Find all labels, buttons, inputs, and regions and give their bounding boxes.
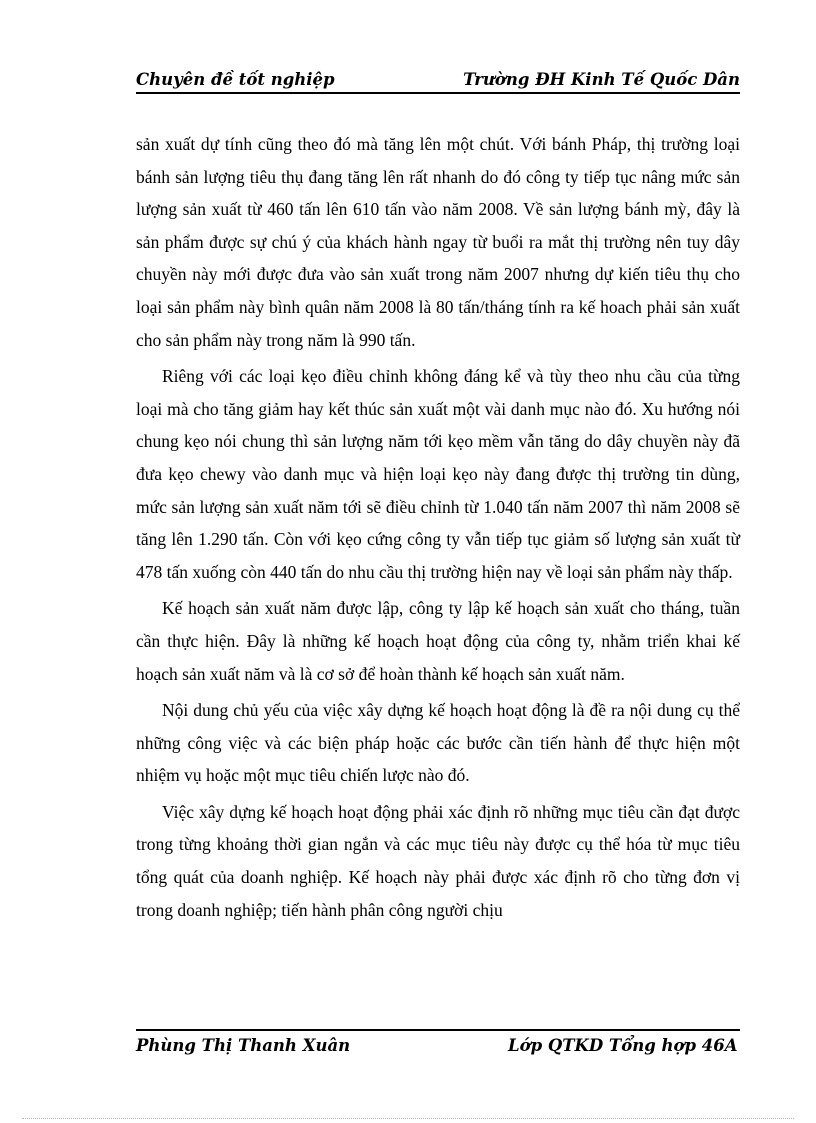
footer-class-name: Lớp QTKD Tổng hợp 46A <box>508 1036 738 1055</box>
header-report-title: Chuyên đề tốt nghiệp <box>136 70 335 89</box>
footer-author-name: Phùng Thị Thanh Xuân <box>136 1036 351 1055</box>
header-university-name: Trường ĐH Kinh Tế Quốc Dân <box>463 70 740 89</box>
footer-rule <box>136 1029 740 1031</box>
paragraph-2: Riêng với các loại kẹo điều chỉnh không đáng kể và tùy theo nhu cầu của từng loại mà cho tăng giảm hay kết thúc sản xuất một vài danh mục nào đó. Xu hướng nói chung kẹo nói chung thì sản lượng năm tới kẹo mềm vẫn tăng do dây chuyền này đã đưa kẹo chewy vào danh mục và hiện loại kẹo này đang được thị trường tin dùng, mức sản lượng sản xuất năm tới sẽ điều chỉnh từ 1.040 tấn năm 2007 thì năm 2008 sẽ tăng lên 1.290 tấn. Còn với kẹo cứng công ty vẫn tiếp tục giảm số lượng sản xuất từ 478 tấn xuống còn 440 tấn do nhu cầu thị trường hiện nay về loại sản phẩm này thấp. <box>136 366 740 582</box>
paragraph-5: Việc xây dựng kế hoạch hoạt động phải xác định rõ những mục tiêu cần đạt được trong từng khoảng thời gian ngắn và các mục tiêu này được cụ thể hóa từ mục tiêu tổng quát của doanh nghiệp. Kế hoạch này phải được xác định rõ cho từng đơn vị trong doanh nghiệp; tiến hành phân công người chịu <box>136 801 740 920</box>
paragraph-1: sản xuất dự tính cũng theo đó mà tăng lên một chút. Với bánh Pháp, thị trường loại bánh sản lượng tiêu thụ đang tăng lên rất nhanh do đó công ty tiếp tục nâng mức sản lượng sản xuất từ 460 tấn lên 610 tấn vào năm 2008. Về sản lượng bánh mỳ, đây là sản phẩm được sự chú ý của khách hành ngay từ buổi ra mắt thị trường nên tuy dây chuyền này mới được đưa vào sản xuất trong năm 2007 nhưng dự kiến tiêu thụ cho loại sản phẩm này bình quân năm 2008 là 80 tấn/tháng tính ra kế hoach phải sản xuất cho sản phẩm này trong năm là 990 tấn. <box>136 134 740 350</box>
page-footer <box>136 1034 740 1060</box>
page-header <box>136 68 740 94</box>
paragraph-3: Kế hoạch sản xuất năm được lập, công ty lập kế hoạch sản xuất cho tháng, tuần cần thực hiện. Đây là những kế hoạch hoạt động của công ty, nhằm triển khai kế hoạch sản xuất năm và là cơ sở để hoàn thành kế hoạch sản xuất năm. <box>136 598 740 684</box>
paragraph-4: Nội dung chủ yếu của việc xây dựng kế hoạch hoạt động là đề ra nội dung cụ thể những công việc và các biện pháp hoặc các bước cần tiến hành để thực hiện một nhiệm vụ hoặc một mục tiêu chiến lược nào đó. <box>136 700 740 786</box>
page-edge-divider <box>22 1118 794 1119</box>
header-rule <box>136 92 740 94</box>
body-text <box>136 128 740 930</box>
